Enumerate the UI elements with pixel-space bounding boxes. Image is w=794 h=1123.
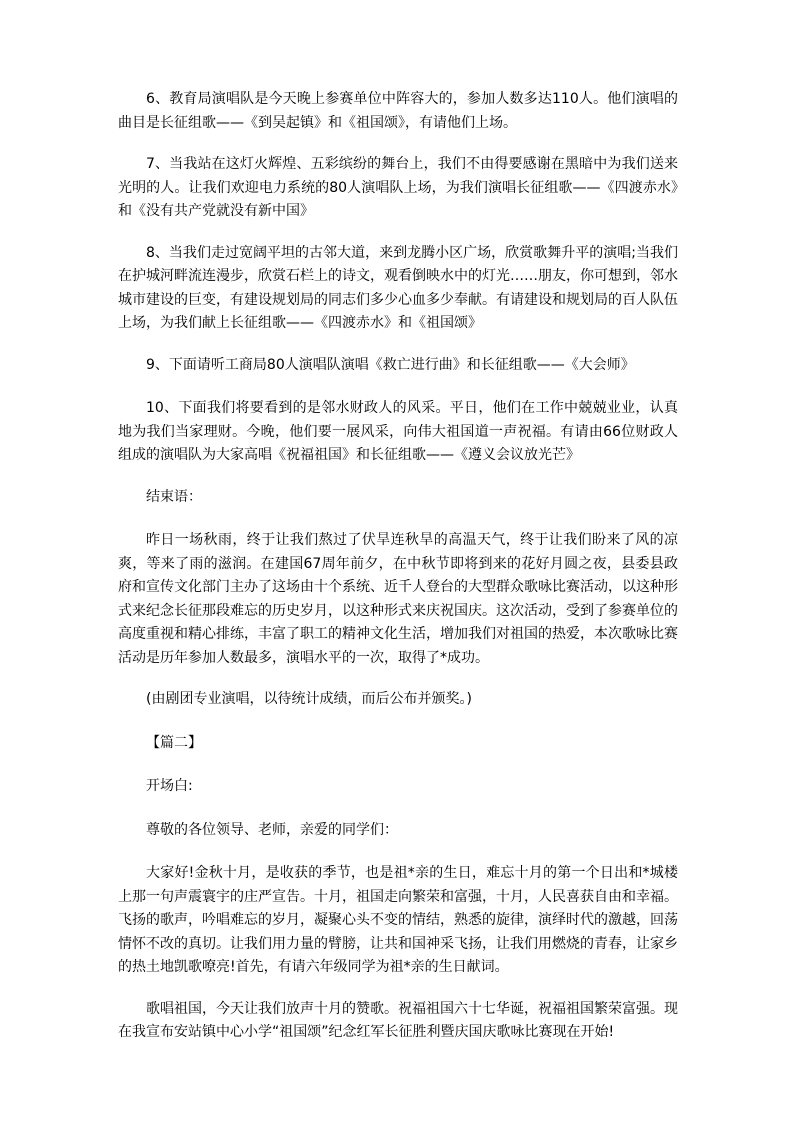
paragraph-item-10: 10、下面我们将要看到的是邻水财政人的风采。平日，他们在工作中兢兢业业，认真地为我们当家理财。今晚，他们要一展风采，向伟大祖国道一声祝福。有请由66位财政人组成的演唱队为大家高唱《祝福祖国》和长征组歌——《遵义会议放光芒》 xyxy=(118,400,678,463)
document-page xyxy=(118,88,678,1063)
paragraph-item-8: 8、当我们走过宽阔平坦的古邻大道，来到龙腾小区广场，欣赏歌舞升平的演唱;当我们在护城河畔流连漫步，欣赏石栏上的诗文，观看倒映水中的灯光……朋友，你可想到，邻水城市建设的巨变，有建设规划局的同志们多少心血多少奉献。有请建设和规划局的百人队伍上场，为我们献上长征组歌——《四渡赤水》和《祖国颂》 xyxy=(118,244,678,331)
final-paragraph: 歌唱祖国，今天让我们放声十月的赞歌。祝福祖国六十七华诞，祝福祖国繁荣富强。现在我宣布安站镇中心小学“祖国颂”纪念红军长征胜利暨庆国庆歌咏比赛现在开始! xyxy=(118,1000,678,1040)
closing-heading: 结束语： xyxy=(146,488,202,505)
performance-note: (由剧团专业演唱，以待统计成绩，而后公布并颁奖。) xyxy=(146,691,472,707)
section-heading: 【篇二】 xyxy=(146,734,202,751)
paragraph-item-6: 6、教育局演唱队是今天晚上参赛单位中阵容大的，参加人数多达110人。他们演唱的曲目是长征组歌——《到吴起镇》和《祖国颂》，有请他们上场。 xyxy=(118,91,678,131)
paragraph-item-7: 7、当我站在这灯火辉煌、五彩缤纷的舞台上，我们不由得要感谢在黑暗中为我们送来光明的人。让我们欢迎电力系统的80人演唱队上场，为我们演唱长征组歌——《四渡赤水》和《没有共产党就没有新中国》 xyxy=(118,156,678,219)
opening-heading: 开场白: xyxy=(146,778,193,794)
opening-paragraph: 大家好!金秋十月，是收获的季节，也是祖*亲的生日，难忘十月的第一个日出和*城楼上那一句声震寰宇的庄严宣告。十月，祖国走向繁荣和富强，十月，人民喜获自由和幸福。飞扬的歌声，吟唱难忘的岁月，凝聚心头不变的情结，熟悉的旋律，演绎时代的激越，回荡情怀不改的真切。让我们用力量的臂膀，让共和国神采飞扬，让我们用燃烧的青春，让家乡的热土地凯歌嘹亮!首先，有请六年级同学为祖*亲的生日献词。 xyxy=(118,865,678,975)
paragraph-item-9: 9、下面请听工商局80人演唱队演唱《救亡进行曲》和长征组歌——《大会师》 xyxy=(146,356,635,373)
closing-paragraph: 昨日一场秋雨，终于让我们熬过了伏旱连秋旱的高温天气，终于让我们盼来了风的凉爽，等来了雨的滋润。在建国67周年前夕，在中秋节即将到来的花好月圆之夜，县委县政府和宣传文化部门主办了这场由十个系统、近千人登台的大型群众歌咏比赛活动，以这种形式来纪念长征那段难忘的历史岁月，以这种形式来庆祝国庆。这次活动，受到了参赛单位的高度重视和精心排练，丰富了职工的精神文化生活，增加我们对祖国的热爱，本次歌咏比赛活动是历年参加人数最多，演唱水平的一次，取得了*成功。 xyxy=(118,532,678,666)
greeting-line: 尊敬的各位领导、老师，亲爱的同学们： xyxy=(146,821,398,838)
